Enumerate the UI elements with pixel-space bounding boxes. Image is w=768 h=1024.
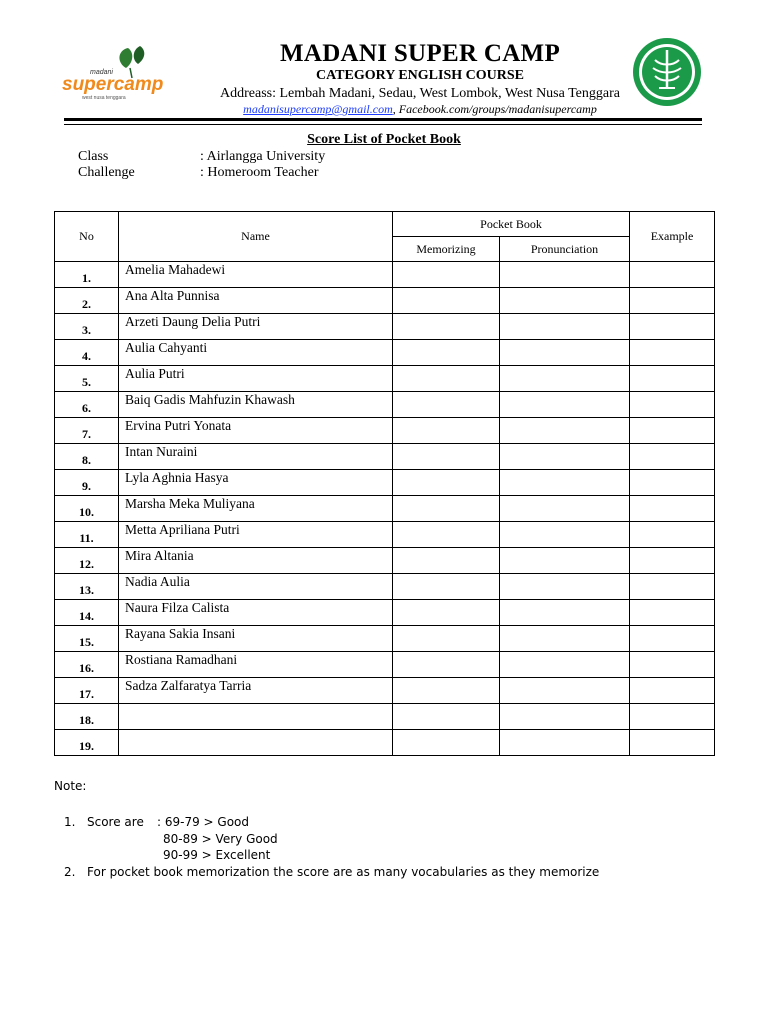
pronunciation-score-cell bbox=[500, 314, 630, 340]
example-score-cell bbox=[630, 496, 715, 522]
table-row bbox=[55, 522, 715, 548]
row-number: 18. bbox=[55, 704, 119, 730]
table-row bbox=[55, 548, 715, 574]
memorizing-score-cell bbox=[393, 522, 500, 548]
table-row bbox=[55, 262, 715, 288]
note-1-label: Score are bbox=[87, 815, 144, 829]
pronunciation-score-cell bbox=[500, 470, 630, 496]
example-score-cell bbox=[630, 314, 715, 340]
table-row bbox=[55, 704, 715, 730]
row-number: 4. bbox=[55, 340, 119, 366]
student-name: Lyla Aghnia Hasya bbox=[119, 470, 393, 496]
pronunciation-score-cell bbox=[500, 418, 630, 444]
pronunciation-score-cell bbox=[500, 730, 630, 756]
logo-tagline: west nusa tenggara bbox=[82, 95, 126, 101]
table-row bbox=[55, 626, 715, 652]
pronunciation-score-cell bbox=[500, 600, 630, 626]
example-score-cell bbox=[630, 704, 715, 730]
memorizing-score-cell bbox=[393, 340, 500, 366]
note-2-number: 2. bbox=[64, 864, 76, 879]
class-info bbox=[78, 149, 325, 165]
memorizing-score-cell bbox=[393, 548, 500, 574]
student-name: Rayana Sakia Insani bbox=[119, 626, 393, 652]
student-name: Marsha Meka Muliyana bbox=[119, 496, 393, 522]
row-number: 19. bbox=[55, 730, 119, 756]
table-row bbox=[55, 652, 715, 678]
student-name: Ana Alta Punnisa bbox=[119, 288, 393, 314]
note-1-number: 1. bbox=[64, 815, 76, 829]
student-name: Rostiana Ramadhani bbox=[119, 652, 393, 678]
header-divider-thin bbox=[64, 124, 702, 125]
row-number: 6. bbox=[55, 392, 119, 418]
example-score-cell bbox=[630, 548, 715, 574]
table-row bbox=[55, 470, 715, 496]
example-score-cell bbox=[630, 574, 715, 600]
example-score-cell bbox=[630, 652, 715, 678]
header-no: No bbox=[55, 212, 119, 262]
memorizing-score-cell bbox=[393, 626, 500, 652]
letterhead bbox=[170, 40, 670, 116]
example-score-cell bbox=[630, 522, 715, 548]
student-name: Mira Altania bbox=[119, 548, 393, 574]
table-row bbox=[55, 314, 715, 340]
student-name bbox=[119, 704, 393, 730]
row-number: 3. bbox=[55, 314, 119, 340]
pronunciation-score-cell bbox=[500, 678, 630, 704]
example-score-cell bbox=[630, 626, 715, 652]
memorizing-score-cell bbox=[393, 262, 500, 288]
table-row bbox=[55, 496, 715, 522]
student-name: Sadza Zalfaratya Tarria bbox=[119, 678, 393, 704]
memorizing-score-cell bbox=[393, 314, 500, 340]
table-row bbox=[55, 366, 715, 392]
memorizing-score-cell bbox=[393, 574, 500, 600]
row-number: 17. bbox=[55, 678, 119, 704]
table-row bbox=[55, 574, 715, 600]
supercamp-logo bbox=[60, 44, 164, 104]
header-memorizing: Memorizing bbox=[393, 237, 500, 262]
example-score-cell bbox=[630, 678, 715, 704]
memorizing-score-cell bbox=[393, 600, 500, 626]
row-number: 2. bbox=[55, 288, 119, 314]
example-score-cell bbox=[630, 600, 715, 626]
logo-brand-text: supercamp bbox=[62, 74, 164, 95]
example-score-cell bbox=[630, 262, 715, 288]
row-number: 11. bbox=[55, 522, 119, 548]
table-row bbox=[55, 730, 715, 756]
grade-very-good: 80-89 > Very Good bbox=[163, 831, 278, 846]
page-subtitle: CATEGORY ENGLISH COURSE bbox=[316, 68, 524, 83]
class-label: Class bbox=[78, 149, 109, 164]
header-divider-thick bbox=[64, 118, 702, 121]
pronunciation-score-cell bbox=[500, 444, 630, 470]
example-score-cell bbox=[630, 444, 715, 470]
pronunciation-score-cell bbox=[500, 496, 630, 522]
school-seal-logo bbox=[629, 36, 707, 108]
grade-excellent: 90-99 > Excellent bbox=[163, 848, 271, 862]
student-name: Baiq Gadis Mahfuzin Khawash bbox=[119, 392, 393, 418]
memorizing-score-cell bbox=[393, 496, 500, 522]
student-name: Arzeti Daung Delia Putri bbox=[119, 314, 393, 340]
address-line: Addreass: Lembah Madani, Sedau, West Lombok, West Nusa Tenggara bbox=[220, 86, 620, 101]
pronunciation-score-cell bbox=[500, 392, 630, 418]
student-name: Ervina Putri Yonata bbox=[119, 418, 393, 444]
pronunciation-score-cell bbox=[500, 626, 630, 652]
table-row bbox=[55, 678, 715, 704]
table-row bbox=[55, 444, 715, 470]
table-row bbox=[55, 418, 715, 444]
student-name: Intan Nuraini bbox=[119, 444, 393, 470]
row-number: 12. bbox=[55, 548, 119, 574]
header-pocket-book: Pocket Book bbox=[393, 212, 630, 237]
memorizing-score-cell bbox=[393, 678, 500, 704]
header-example: Example bbox=[630, 212, 715, 262]
contact-line bbox=[170, 102, 670, 116]
student-name: Naura Filza Calista bbox=[119, 600, 393, 626]
pronunciation-score-cell bbox=[500, 704, 630, 730]
class-value: : Airlangga University bbox=[200, 149, 326, 164]
table-row bbox=[55, 600, 715, 626]
page-title: MADANI SUPER CAMP bbox=[279, 40, 561, 67]
row-number: 1. bbox=[55, 262, 119, 288]
row-number: 10. bbox=[55, 496, 119, 522]
note-heading: Note: bbox=[54, 779, 87, 793]
logo-small-text: madani bbox=[90, 69, 113, 76]
challenge-value: : Homeroom Teacher bbox=[200, 165, 319, 180]
score-table bbox=[54, 211, 715, 756]
pronunciation-score-cell bbox=[500, 366, 630, 392]
document-title: Score List of Pocket Book bbox=[307, 132, 461, 147]
memorizing-score-cell bbox=[393, 704, 500, 730]
challenge-label: Challenge bbox=[78, 165, 135, 180]
score-rows bbox=[55, 262, 715, 756]
memorizing-score-cell bbox=[393, 418, 500, 444]
row-number: 13. bbox=[55, 574, 119, 600]
student-name: Amelia Mahadewi bbox=[119, 262, 393, 288]
pronunciation-score-cell bbox=[500, 574, 630, 600]
pronunciation-score-cell bbox=[500, 340, 630, 366]
row-number: 5. bbox=[55, 366, 119, 392]
pronunciation-score-cell bbox=[500, 522, 630, 548]
email-link[interactable]: madanisupercamp@gmail.com bbox=[243, 102, 393, 116]
memorizing-score-cell bbox=[393, 288, 500, 314]
note-2-text: For pocket book memorization the score are as many vocabularies as they memorize bbox=[87, 864, 600, 879]
student-name: Aulia Cahyanti bbox=[119, 340, 393, 366]
table-row bbox=[55, 392, 715, 418]
example-score-cell bbox=[630, 288, 715, 314]
memorizing-score-cell bbox=[393, 652, 500, 678]
pronunciation-score-cell bbox=[500, 548, 630, 574]
example-score-cell bbox=[630, 392, 715, 418]
example-score-cell bbox=[630, 366, 715, 392]
row-number: 8. bbox=[55, 444, 119, 470]
example-score-cell bbox=[630, 340, 715, 366]
pronunciation-score-cell bbox=[500, 288, 630, 314]
memorizing-score-cell bbox=[393, 730, 500, 756]
example-score-cell bbox=[630, 470, 715, 496]
grade-good: : 69-79 > Good bbox=[157, 815, 250, 829]
memorizing-score-cell bbox=[393, 444, 500, 470]
example-score-cell bbox=[630, 418, 715, 444]
header-name: Name bbox=[119, 212, 393, 262]
table-row bbox=[55, 288, 715, 314]
header-pronunciation: Pronunciation bbox=[500, 237, 630, 262]
row-number: 14. bbox=[55, 600, 119, 626]
student-name: Aulia Putri bbox=[119, 366, 393, 392]
table-row bbox=[55, 340, 715, 366]
student-name bbox=[119, 730, 393, 756]
example-score-cell bbox=[630, 730, 715, 756]
row-number: 7. bbox=[55, 418, 119, 444]
row-number: 16. bbox=[55, 652, 119, 678]
facebook-text: , Facebook.com/groups/madanisupercamp bbox=[392, 102, 597, 116]
memorizing-score-cell bbox=[393, 366, 500, 392]
challenge-info bbox=[78, 165, 319, 181]
student-name: Metta Apriliana Putri bbox=[119, 522, 393, 548]
pronunciation-score-cell bbox=[500, 262, 630, 288]
student-name: Nadia Aulia bbox=[119, 574, 393, 600]
row-number: 9. bbox=[55, 470, 119, 496]
memorizing-score-cell bbox=[393, 392, 500, 418]
pronunciation-score-cell bbox=[500, 652, 630, 678]
row-number: 15. bbox=[55, 626, 119, 652]
memorizing-score-cell bbox=[393, 470, 500, 496]
